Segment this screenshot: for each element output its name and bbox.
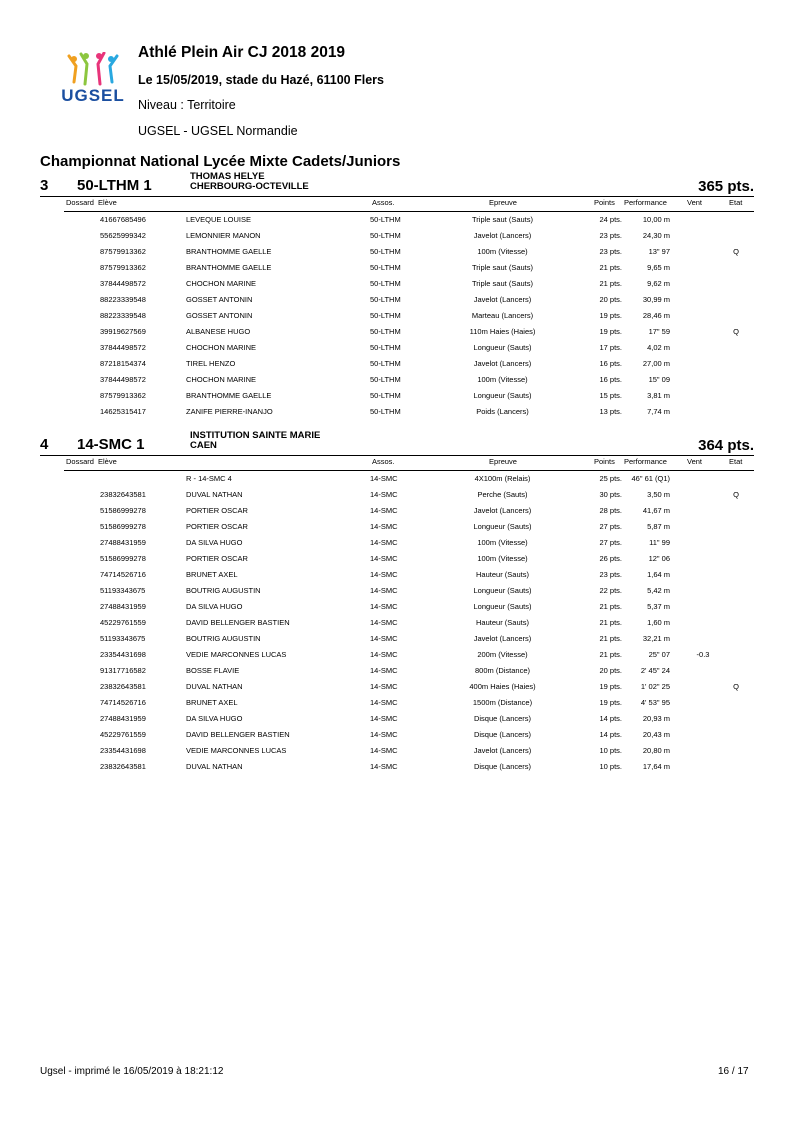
cell-performance: 11" 99	[649, 538, 670, 547]
ugsel-logo	[60, 52, 126, 108]
cell-assos: 14-SMC	[370, 538, 398, 547]
cell-points: 28 pts.	[599, 506, 622, 515]
cell-epreuve: Disque (Lancers)	[473, 762, 532, 771]
cell-points: 19 pts.	[599, 698, 622, 707]
cell-dossard: 37844498572	[100, 375, 146, 384]
col-epreuve: Epreuve	[489, 198, 517, 207]
team-city: CAEN	[190, 440, 217, 451]
cell-dossard: 51193343675	[100, 586, 146, 595]
table-row	[40, 228, 754, 244]
cell-dossard: 74714526716	[100, 698, 146, 707]
cell-epreuve: Poids (Lancers)	[476, 407, 529, 416]
cell-points: 14 pts.	[599, 714, 622, 723]
team-school: INSTITUTION SAINTE MARIE	[190, 430, 321, 441]
column-headers	[40, 198, 754, 210]
cell-epreuve: 1500m (Distance)	[472, 698, 533, 707]
cell-epreuve: Perche (Sauts)	[477, 490, 528, 499]
cell-dossard: 88223339548	[100, 295, 146, 304]
cell-performance: 30,99 m	[642, 295, 670, 304]
cell-performance: 1' 02" 25	[640, 682, 670, 691]
cell-eleve: BOUTRIG AUGUSTIN	[186, 634, 261, 643]
cell-dossard: 51586999278	[100, 554, 146, 563]
cell-assos: 50-LTHM	[370, 247, 401, 256]
table-row	[40, 471, 754, 487]
cell-points: 20 pts.	[599, 295, 622, 304]
cell-points: 14 pts.	[599, 730, 622, 739]
table-row	[40, 388, 754, 404]
cell-assos: 14-SMC	[370, 474, 398, 483]
cell-eleve: CHOCHON MARINE	[186, 279, 257, 288]
cell-assos: 50-LTHM	[370, 279, 401, 288]
cell-performance: 5,37 m	[647, 602, 670, 611]
cell-vent: -0.3	[696, 650, 710, 659]
cell-eleve: GOSSET ANTONIN	[186, 295, 253, 304]
cell-eleve: LEMONNIER MANON	[186, 231, 261, 240]
cell-performance: 27,00 m	[642, 359, 670, 368]
cell-epreuve: Longueur (Sauts)	[473, 522, 532, 531]
cell-dossard: 55625999342	[100, 231, 146, 240]
cell-assos: 14-SMC	[370, 586, 398, 595]
cell-dossard: 45229761559	[100, 730, 146, 739]
logo-text: UGSEL	[61, 86, 125, 105]
table-row	[40, 583, 754, 599]
cell-performance: 4' 53" 95	[640, 698, 670, 707]
cell-points: 17 pts.	[599, 343, 622, 352]
col-vent: Vent	[687, 198, 703, 207]
cell-assos: 50-LTHM	[370, 311, 401, 320]
column-headers	[40, 457, 754, 469]
team-rank: 4	[40, 436, 49, 453]
team-school: THOMAS HELYE	[190, 171, 265, 182]
cell-epreuve: 100m (Vitesse)	[477, 247, 528, 256]
cell-dossard: 51586999278	[100, 506, 146, 515]
cell-assos: 14-SMC	[370, 490, 398, 499]
cell-performance: 41,67 m	[642, 506, 670, 515]
cell-assos: 14-SMC	[370, 634, 398, 643]
cell-etat: Q	[733, 247, 739, 256]
cell-dossard: 37844498572	[100, 343, 146, 352]
cell-epreuve: Longueur (Sauts)	[473, 586, 532, 595]
cell-dossard: 27488431959	[100, 602, 146, 611]
cell-epreuve: Disque (Lancers)	[473, 714, 532, 723]
col-points: Points	[594, 198, 615, 207]
table-row	[40, 292, 754, 308]
col-points: Points	[594, 457, 615, 466]
cell-assos: 14-SMC	[370, 746, 398, 755]
cell-epreuve: 200m (Vitesse)	[477, 650, 528, 659]
cell-points: 27 pts.	[599, 538, 622, 547]
cell-eleve: ZANIFE PIERRE-INANJO	[186, 407, 273, 416]
cell-assos: 14-SMC	[370, 554, 398, 563]
cell-eleve: VEDIE MARCONNES LUCAS	[186, 746, 287, 755]
cell-assos: 14-SMC	[370, 698, 398, 707]
cell-etat: Q	[733, 490, 739, 499]
athletes-figures-icon	[66, 52, 120, 86]
table-row	[40, 535, 754, 551]
cell-dossard: 39919627569	[100, 327, 146, 336]
cell-points: 21 pts.	[599, 279, 622, 288]
cell-epreuve: Marteau (Lancers)	[471, 311, 534, 320]
cell-epreuve: 800m (Distance)	[474, 666, 531, 675]
cell-eleve: BRANTHOMME GAELLE	[186, 263, 272, 272]
cell-dossard: 51586999278	[100, 522, 146, 531]
cell-assos: 50-LTHM	[370, 295, 401, 304]
cell-performance: 4,02 m	[647, 343, 670, 352]
divider	[40, 455, 754, 456]
table-row	[40, 727, 754, 743]
table-row	[40, 519, 754, 535]
cell-dossard: 87218154374	[100, 359, 146, 368]
table-row	[40, 647, 754, 663]
cell-points: 19 pts.	[599, 682, 622, 691]
cell-dossard: 87579913362	[100, 391, 146, 400]
cell-points: 21 pts.	[599, 263, 622, 272]
team-city: CHERBOURG-OCTEVILLE	[190, 181, 309, 192]
cell-eleve: R - 14-SMC 4	[186, 474, 232, 483]
table-row	[40, 599, 754, 615]
print-date: Ugsel - imprimé le 16/05/2019 à 18:21:12	[40, 1066, 224, 1077]
cell-points: 23 pts.	[599, 231, 622, 240]
table-row	[40, 356, 754, 372]
cell-performance: 25" 07	[648, 650, 670, 659]
table-row	[40, 487, 754, 503]
cell-performance: 1,64 m	[647, 570, 670, 579]
cell-eleve: PORTIER OSCAR	[186, 554, 248, 563]
col-performance: Performance	[624, 198, 667, 207]
table-row	[40, 551, 754, 567]
cell-epreuve: Javelot (Lancers)	[473, 634, 532, 643]
cell-points: 21 pts.	[599, 602, 622, 611]
cell-assos: 50-LTHM	[370, 215, 401, 224]
cell-performance: 46" 61 (Q1)	[631, 474, 670, 483]
col-eleve: Elève	[98, 198, 117, 207]
cell-epreuve: Javelot (Lancers)	[473, 359, 532, 368]
table-row	[40, 372, 754, 388]
cell-dossard: 88223339548	[100, 311, 146, 320]
cell-dossard: 91317716582	[100, 666, 146, 675]
cell-dossard: 23832643581	[100, 490, 146, 499]
cell-dossard: 23832643581	[100, 682, 146, 691]
cell-dossard: 37844498572	[100, 279, 146, 288]
cell-assos: 14-SMC	[370, 602, 398, 611]
cell-performance: 5,87 m	[647, 522, 670, 531]
cell-epreuve: Javelot (Lancers)	[473, 506, 532, 515]
cell-epreuve: 100m (Vitesse)	[477, 538, 528, 547]
cell-performance: 32,21 m	[642, 634, 670, 643]
table-row	[40, 324, 754, 340]
cell-assos: 14-SMC	[370, 714, 398, 723]
cell-points: 23 pts.	[599, 247, 622, 256]
col-etat: Etat	[729, 198, 743, 207]
cell-points: 13 pts.	[599, 407, 622, 416]
cell-performance: 17,64 m	[642, 762, 670, 771]
cell-points: 24 pts.	[599, 215, 622, 224]
team-points: 365 pts.	[698, 178, 754, 195]
cell-points: 26 pts.	[599, 554, 622, 563]
cell-assos: 50-LTHM	[370, 391, 401, 400]
cell-dossard: 51193343675	[100, 634, 146, 643]
cell-performance: 3,81 m	[647, 391, 670, 400]
championship-title: Championnat National Lycée Mixte Cadets/Juniors	[40, 153, 401, 170]
cell-performance: 20,93 m	[642, 714, 670, 723]
cell-epreuve: Javelot (Lancers)	[473, 295, 532, 304]
cell-eleve: DA SILVA HUGO	[186, 714, 243, 723]
table-row	[40, 340, 754, 356]
cell-eleve: DUVAL NATHAN	[186, 682, 243, 691]
cell-eleve: BRUNET AXEL	[186, 570, 238, 579]
cell-etat: Q	[733, 327, 739, 336]
cell-points: 10 pts.	[599, 746, 622, 755]
cell-epreuve: Longueur (Sauts)	[473, 343, 532, 352]
cell-dossard: 87579913362	[100, 247, 146, 256]
col-assos: Assos.	[372, 457, 395, 466]
table-row	[40, 663, 754, 679]
cell-points: 16 pts.	[599, 359, 622, 368]
cell-dossard: 74714526716	[100, 570, 146, 579]
cell-dossard: 27488431959	[100, 714, 146, 723]
cell-points: 19 pts.	[599, 311, 622, 320]
cell-performance: 10,00 m	[642, 215, 670, 224]
cell-epreuve: Triple saut (Sauts)	[472, 215, 533, 224]
results-table	[40, 212, 754, 420]
cell-eleve: VEDIE MARCONNES LUCAS	[186, 650, 287, 659]
table-row	[40, 404, 754, 420]
cell-points: 27 pts.	[599, 522, 622, 531]
cell-performance: 28,46 m	[642, 311, 670, 320]
cell-epreuve: 100m (Vitesse)	[477, 554, 528, 563]
page-number: 16 / 17	[718, 1066, 749, 1077]
cell-eleve: BRUNET AXEL	[186, 698, 238, 707]
cell-eleve: CHOCHON MARINE	[186, 343, 257, 352]
table-row	[40, 695, 754, 711]
table-row	[40, 615, 754, 631]
cell-assos: 14-SMC	[370, 570, 398, 579]
cell-epreuve: 400m Haies (Haies)	[469, 682, 536, 691]
cell-eleve: PORTIER OSCAR	[186, 522, 248, 531]
cell-dossard: 87579913362	[100, 263, 146, 272]
cell-assos: 14-SMC	[370, 762, 398, 771]
event-date-place: Le 15/05/2019, stade du Hazé, 61100 Flers	[138, 73, 384, 87]
table-row	[40, 743, 754, 759]
cell-epreuve: Hauteur (Sauts)	[476, 570, 529, 579]
cell-points: 15 pts.	[599, 391, 622, 400]
col-etat: Etat	[729, 457, 743, 466]
cell-points: 21 pts.	[599, 618, 622, 627]
table-row	[40, 631, 754, 647]
cell-performance: 12" 06	[648, 554, 670, 563]
cell-performance: 9,65 m	[647, 263, 670, 272]
cell-eleve: DUVAL NATHAN	[186, 490, 243, 499]
cell-eleve: DAVID BELLENGER BASTIEN	[186, 730, 290, 739]
cell-assos: 14-SMC	[370, 618, 398, 627]
cell-epreuve: 110m Haies (Haies)	[469, 327, 536, 336]
cell-assos: 50-LTHM	[370, 407, 401, 416]
col-vent: Vent	[687, 457, 703, 466]
cell-dossard: 23354431698	[100, 746, 146, 755]
cell-epreuve: Longueur (Sauts)	[473, 602, 532, 611]
col-epreuve: Epreuve	[489, 457, 517, 466]
cell-performance: 13" 97	[648, 247, 670, 256]
cell-eleve: PORTIER OSCAR	[186, 506, 248, 515]
cell-dossard: 41667685496	[100, 215, 146, 224]
cell-points: 30 pts.	[599, 490, 622, 499]
cell-eleve: ALBANESE HUGO	[186, 327, 251, 336]
team-points: 364 pts.	[698, 437, 754, 454]
cell-eleve: BOSSE FLAVIE	[186, 666, 240, 675]
cell-performance: 3,50 m	[647, 490, 670, 499]
table-row	[40, 759, 754, 775]
table-row	[40, 711, 754, 727]
cell-assos: 50-LTHM	[370, 263, 401, 272]
cell-dossard: 14625315417	[100, 407, 146, 416]
table-row	[40, 260, 754, 276]
cell-assos: 14-SMC	[370, 506, 398, 515]
team-code: 50-LTHM 1	[77, 177, 152, 194]
cell-points: 10 pts.	[599, 762, 622, 771]
cell-epreuve: Javelot (Lancers)	[473, 746, 532, 755]
cell-assos: 14-SMC	[370, 730, 398, 739]
table-row	[40, 679, 754, 695]
cell-epreuve: Hauteur (Sauts)	[476, 618, 529, 627]
results-table	[40, 471, 754, 775]
cell-performance: 24,30 m	[642, 231, 670, 240]
cell-eleve: DAVID BELLENGER BASTIEN	[186, 618, 290, 627]
cell-epreuve: 4X100m (Relais)	[474, 474, 531, 483]
cell-epreuve: Triple saut (Sauts)	[472, 263, 533, 272]
cell-points: 16 pts.	[599, 375, 622, 384]
cell-performance: 17" 59	[648, 327, 670, 336]
cell-assos: 50-LTHM	[370, 327, 401, 336]
cell-dossard: 23354431698	[100, 650, 146, 659]
cell-eleve: GOSSET ANTONIN	[186, 311, 253, 320]
cell-points: 20 pts.	[599, 666, 622, 675]
cell-performance: 15" 09	[648, 375, 670, 384]
cell-performance: 20,80 m	[642, 746, 670, 755]
cell-points: 21 pts.	[599, 650, 622, 659]
table-row	[40, 567, 754, 583]
cell-epreuve: Longueur (Sauts)	[473, 391, 532, 400]
cell-eleve: BRANTHOMME GAELLE	[186, 247, 272, 256]
team-code: 14-SMC 1	[77, 436, 145, 453]
divider	[40, 196, 754, 197]
team-rank: 3	[40, 177, 49, 194]
col-performance: Performance	[624, 457, 667, 466]
cell-assos: 50-LTHM	[370, 231, 401, 240]
table-row	[40, 276, 754, 292]
cell-eleve: LEVEQUE LOUISE	[186, 215, 252, 224]
cell-performance: 20,43 m	[642, 730, 670, 739]
cell-eleve: CHOCHON MARINE	[186, 375, 257, 384]
cell-etat: Q	[733, 682, 739, 691]
table-row	[40, 503, 754, 519]
cell-eleve: BOUTRIG AUGUSTIN	[186, 586, 261, 595]
cell-assos: 14-SMC	[370, 666, 398, 675]
col-eleve: Elève	[98, 457, 117, 466]
cell-performance: 5,42 m	[647, 586, 670, 595]
cell-assos: 50-LTHM	[370, 359, 401, 368]
cell-eleve: TIREL HENZO	[186, 359, 236, 368]
cell-performance: 2' 45" 24	[640, 666, 670, 675]
cell-eleve: DUVAL NATHAN	[186, 762, 243, 771]
cell-assos: 14-SMC	[370, 650, 398, 659]
cell-epreuve: Triple saut (Sauts)	[472, 279, 533, 288]
col-dossard: Dossard	[66, 198, 94, 207]
event-level: Niveau : Territoire	[138, 98, 236, 112]
cell-dossard: 23832643581	[100, 762, 146, 771]
cell-points: 21 pts.	[599, 634, 622, 643]
col-dossard: Dossard	[66, 457, 94, 466]
cell-dossard: 27488431959	[100, 538, 146, 547]
cell-eleve: BRANTHOMME GAELLE	[186, 391, 272, 400]
cell-assos: 50-LTHM	[370, 375, 401, 384]
cell-epreuve: Disque (Lancers)	[473, 730, 532, 739]
cell-assos: 14-SMC	[370, 522, 398, 531]
cell-eleve: DA SILVA HUGO	[186, 538, 243, 547]
cell-epreuve: Javelot (Lancers)	[473, 231, 532, 240]
cell-eleve: DA SILVA HUGO	[186, 602, 243, 611]
cell-performance: 7,74 m	[647, 407, 670, 416]
cell-epreuve: 100m (Vitesse)	[477, 375, 528, 384]
cell-points: 23 pts.	[599, 570, 622, 579]
table-row	[40, 308, 754, 324]
cell-points: 19 pts.	[599, 327, 622, 336]
table-row	[40, 244, 754, 260]
table-row	[40, 212, 754, 228]
cell-assos: 50-LTHM	[370, 343, 401, 352]
cell-dossard: 45229761559	[100, 618, 146, 627]
cell-performance: 9,62 m	[647, 279, 670, 288]
event-organizer: UGSEL - UGSEL Normandie	[138, 124, 298, 138]
cell-points: 22 pts.	[599, 586, 622, 595]
cell-points: 25 pts.	[599, 474, 622, 483]
cell-assos: 14-SMC	[370, 682, 398, 691]
col-assos: Assos.	[372, 198, 395, 207]
event-title: Athlé Plein Air CJ 2018 2019	[138, 44, 346, 61]
cell-performance: 1,60 m	[647, 618, 670, 627]
